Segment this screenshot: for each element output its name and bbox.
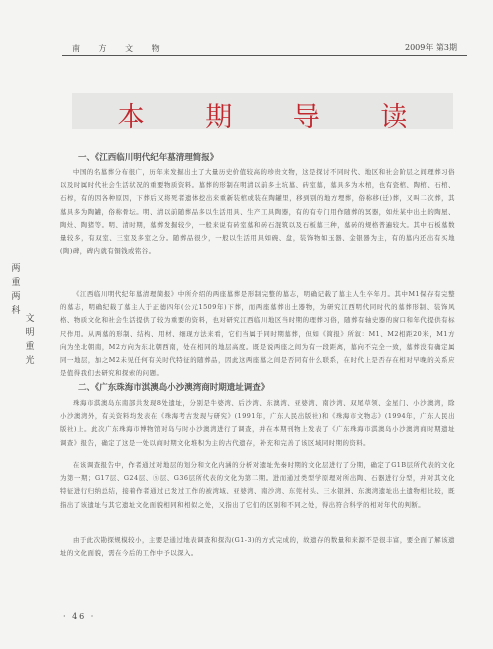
sidebar-label-2: 文明重光	[25, 314, 35, 366]
title-band	[72, 93, 453, 133]
issue-number: 2009年 第3期	[405, 43, 457, 52]
sidebar-label-1: 两重两科	[11, 264, 21, 316]
section-2-paragraph-3: 由于此次勘探规模较小，主要是通过地表调查和探沟(G1-3)的方式完成的，故遗存的数量和来源不是很丰富，要全面了解该遗址的文化面貌，需在今后的工作中予以深入。	[60, 536, 455, 558]
section-2-paragraph-1: 珠海市淇澳岛东南部共发现8处遗址，分别是牛婆湾、后沙湾、东澳湾、亚婆湾、南沙湾、双尾草领、金星门、小沙澳湾，除小沙澳湾外，有关资料均发表在《珠海考古发现与研究》(1991年，广东人民出版社)和《珠海市文物志》(1994年，广东人民出版社)上。此次广东珠海市博物馆对岛与时小沙澳湾进行了调查，并在本期刊物上发表了《广东珠海市淇澳岛小沙澳湾商时期遗址调查》报告，确定了这是一处以商时期文化堆积为主的古代遗存，补充和完善了该区域同时期的资料。	[60, 399, 455, 447]
section-1-paragraph-2: 《江西临川明代纪年墓清理简报》中所介绍的两座墓葬是形制完整的墓志，明确记载了墓主人生卒年月。其中M1保存有完整的墓志，明确纪载了墓主人于正德四年(公元1509年)下葬，而两座墓葬出土器物，为研究江西明代同时代的墓葬形制、装饰风格、物质文化和社会生活提供了较为重要的资料，也对研究江西临川地区当时期的理葬习俗，随葬有轴史器的窗口和年代提供有标尺作用。从两墓的形制、结构、用材、细现方法来看，它们当属于同时期墓葬，但如《简报》所叙：M1、M2相距20米，M1方向为坐北朝南，M2方向为东北朝西南，处在相同的地层高度。既是说两座之间为有一段距离，墓向不完全一致，墓葬没有确定属同一地层，加之M2未见任何有关时代特征的随葬品，因此这两座墓之间是否同有什么联系，在时代上是否存在相对早晚的关系应是值得我们去研究和探索的问题。	[60, 290, 455, 378]
section-1-paragraph-1: 中国的名墓葬分布很广，历年来发掘出土了大量历史价值较高的珍贵文物，这是探讨不同时代、地区和社会阶层之间理葬习俗以及时属时代社会生活状况的重要物质资料。墓葬的形制在明清以前多土坑墓、砖室墓，墓具多为木棺，也有瓷棺、陶棺、石棺、石椁，有的因各种原因，下葬后又将死者遗体挖出来重新装棺或装在陶罐里，移到别的地方埋葬，俗称移(迁)葬，又叫二次葬，其墓具多为陶罐，俗称骨坛。明、清以前随葬品多以生活用具、生产工具陶器，有的有专门用作随葬的冥器，如灶某中出土的陶屋、陶灶、陶猪等。明、清时期，墓葬发掘较少，一般来说有砖室墓和砖石混筑以及石板墓三种，墓砖的规格普遍较大。其中石板墓数量较多，有双室、三室及多室之分。随葬品很少，一般以生活用具如碗、盘，装饰物如玉器、金银器为主，有的墓内还出有买地(陶)碑，碑内就有铜钱或铭谷。	[60, 168, 455, 256]
header-rule	[62, 55, 467, 56]
sidebar-column-label	[8, 262, 38, 402]
section-2-paragraph-2: 在该调查报告中，作者通过对地层的划分和文化内涵的分析对遗址先秦时期的文化层进行了分期，确定了G1B层所代表的文化为第一期；G17层、G24层、⑤层、G36层所代表的文化为第二期。进而通过类型学原理对所出陶、石器进行分型，并对其文化特征进行归纳总结，接着作者通过已发过工作的被湾域、亚婆湾、南沙湾、东莞村头、三水银洲、东澳湾遗址出土遗物相比较，既指出了该遗址与其它遗址文化面貌相同和相似之处，又指出了它们的区别和不同之处，得出符合科学的相对年代的判断。	[60, 461, 455, 509]
section-1-heading: 一、《江西临川明代纪年墓清理简报》	[78, 153, 219, 163]
journal-name: 南 方 文 物	[72, 44, 168, 53]
page-number: · 46 ·	[63, 612, 96, 621]
page-header	[0, 0, 493, 57]
page-title: 本 期 导 读	[117, 102, 434, 133]
section-2-heading: 二、《广东珠海市淇澳岛小沙澳湾商时期遗址调查》	[78, 383, 270, 393]
